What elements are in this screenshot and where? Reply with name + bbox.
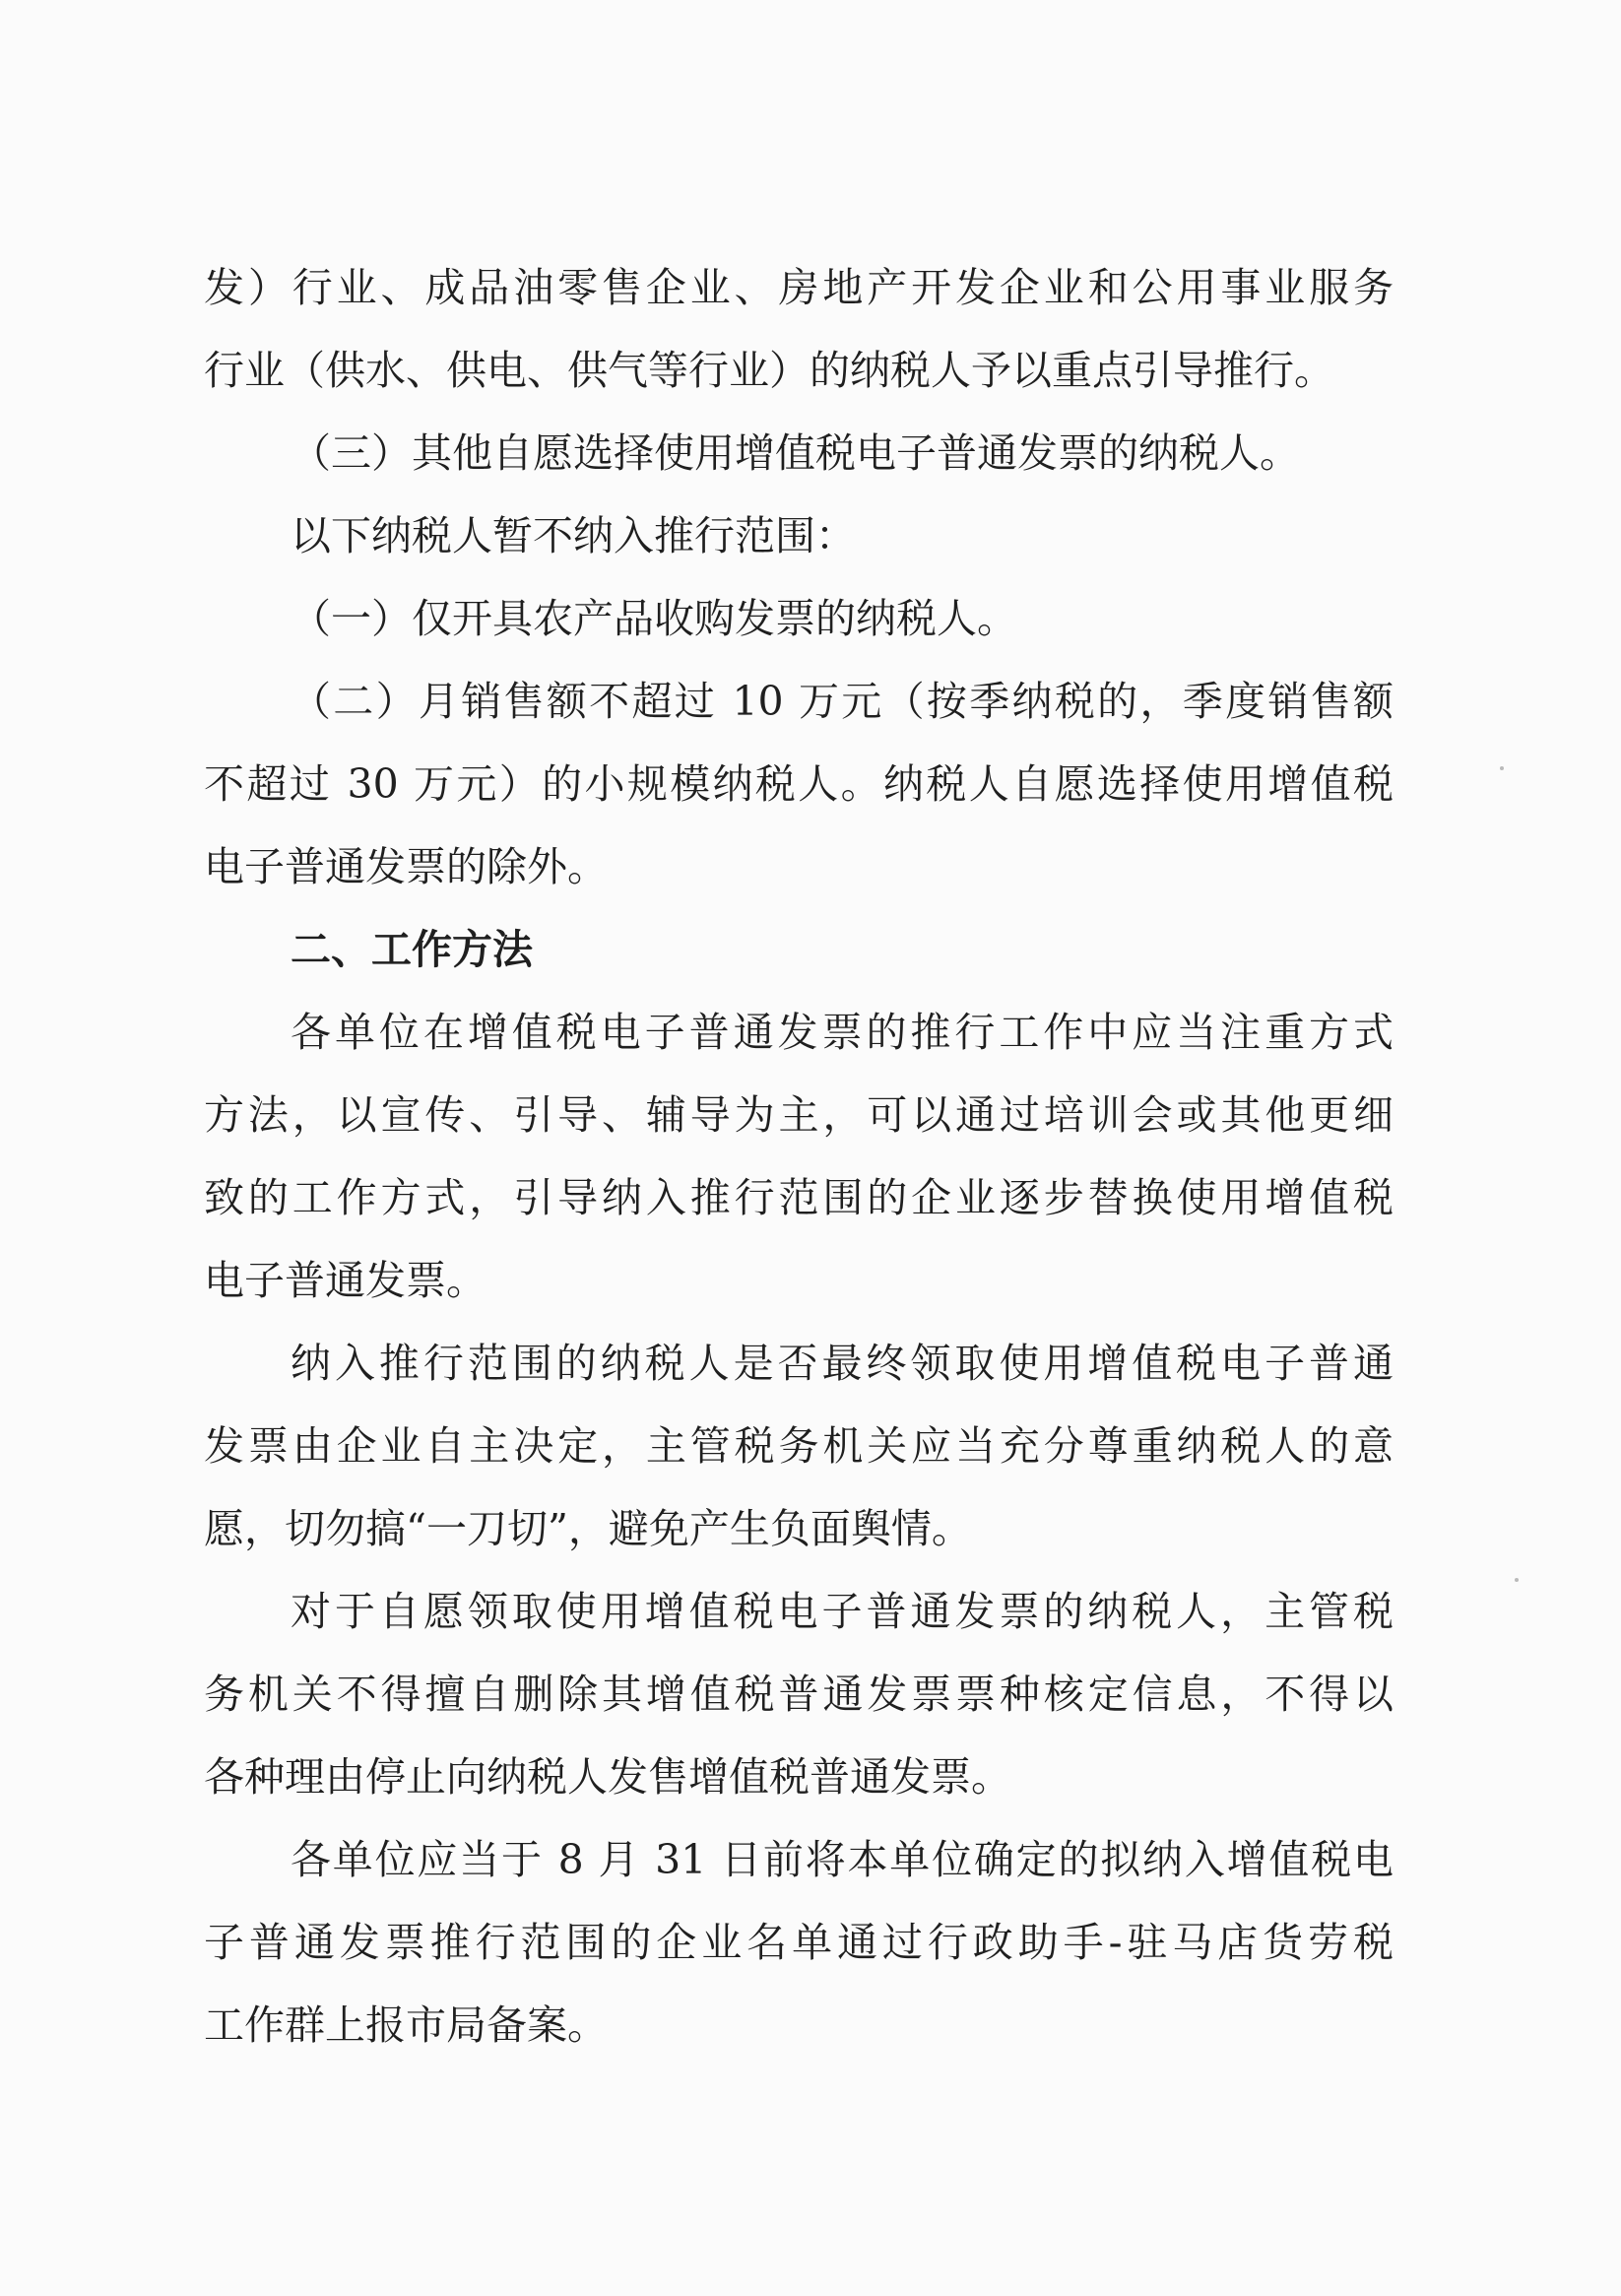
- text-line: 以下纳税人暂不纳入推行范围：: [291, 512, 856, 559]
- text-line: 电子普通发票的除外。: [204, 843, 608, 890]
- text-line: （一）仅开具农产品收购发票的纳税人。: [291, 595, 1017, 642]
- text-line: 致的工作方式，引导纳入推行范围的企业逐步替换使用增值税: [204, 1174, 1394, 1221]
- text-line: 行业（供水、供电、供气等行业）的纳税人予以重点引导推行。: [204, 347, 1334, 394]
- text-line: （三）其他自愿选择使用增值税电子普通发票的纳税人。: [291, 429, 1300, 477]
- paragraph: [204, 660, 1394, 908]
- section-heading: [204, 908, 1394, 991]
- paragraph: [204, 412, 1394, 494]
- text-line: 各单位应当于 8 月 31 日前将本单位确定的拟纳入增值税电: [291, 1836, 1394, 1883]
- text-line: 对于自愿领取使用增值税电子普通发票的纳税人，主管税: [291, 1588, 1394, 1635]
- text-line: 电子普通发票。: [204, 1257, 486, 1304]
- paragraph: [204, 577, 1394, 660]
- text-line: 方法，以宣传、引导、辅导为主，可以通过培训会或其他更细: [204, 1091, 1394, 1139]
- text-line: 子普通发票推行范围的企业名单通过行政助手-驻马店货劳税: [204, 1919, 1394, 1966]
- scan-speck: [1515, 1578, 1519, 1582]
- text-line: 各单位在增值税电子普通发票的推行工作中应当注重方式: [291, 1009, 1394, 1056]
- document-body: [204, 246, 1394, 2066]
- paragraph: [204, 991, 1394, 1322]
- paragraph: [204, 1322, 1394, 1570]
- text-line: 工作群上报市局备案。: [204, 2001, 608, 2049]
- text-line: 不超过 30 万元）的小规模纳税人。纳税人自愿选择使用增值税: [204, 760, 1394, 808]
- heading-text: 二、工作方法: [291, 926, 533, 973]
- text-line: （二）月销售额不超过 10 万元（按季纳税的，季度销售额: [291, 678, 1394, 725]
- text-line: 愿，切勿搞“一刀切”，避免产生负面舆情。: [204, 1505, 972, 1552]
- scan-speck: [1500, 766, 1504, 770]
- paragraph: [204, 1570, 1394, 1818]
- paragraph: [204, 1818, 1394, 2066]
- text-line: 各种理由停止向纳税人发售增值税普通发票。: [204, 1753, 1011, 1801]
- text-line: 纳入推行范围的纳税人是否最终领取使用增值税电子普通: [291, 1340, 1394, 1387]
- paragraph: [204, 494, 1394, 577]
- paragraph: [204, 246, 1394, 412]
- text-line: 发）行业、成品油零售企业、房地产开发企业和公用事业服务: [204, 264, 1394, 311]
- text-line: 务机关不得擅自删除其增值税普通发票票种核定信息，不得以: [204, 1671, 1394, 1718]
- text-line: 发票由企业自主决定，主管税务机关应当充分尊重纳税人的意: [204, 1422, 1394, 1470]
